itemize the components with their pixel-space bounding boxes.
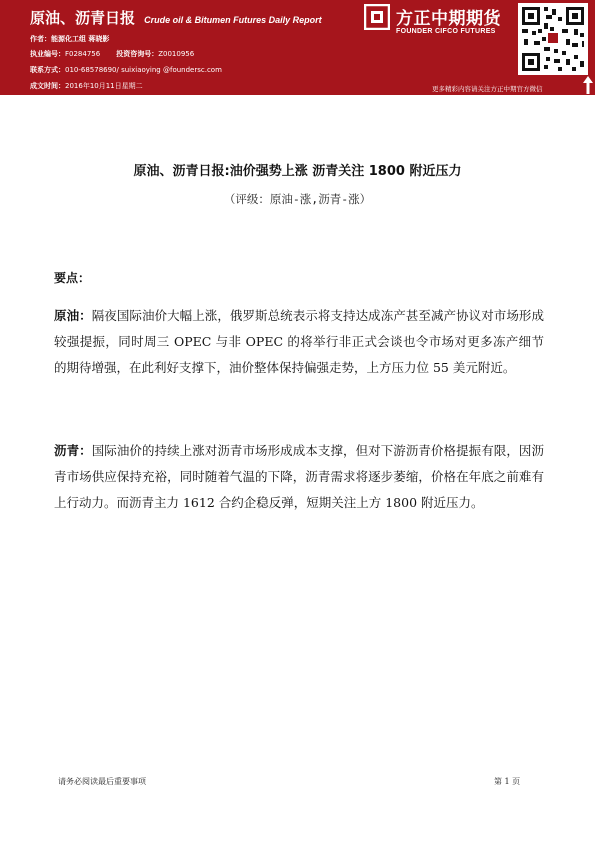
bitumen-paragraph	[54, 438, 544, 516]
header-title	[30, 7, 322, 28]
date-value: 2016年10月11日星期二	[65, 82, 143, 90]
summary-heading: 要点：	[54, 271, 91, 285]
advisor-value: Z0010956	[158, 50, 195, 58]
advisor-label: 投资咨询号：	[116, 50, 159, 58]
crude-text: 隔夜国际油价大幅上涨，俄罗斯总统表示将支持达成冻产甚至减产协议对市场形成较强提振，同时周三 OPEC 与非 OPEC 的将举行非正式会谈也令市场对更多冻产细节的期待增强，在此利好支撑下，油价整体保持偏强走势，上方压力位 55 美元附近。	[54, 308, 544, 375]
date-label: 成文时间：	[30, 82, 65, 90]
contact-line	[30, 65, 222, 75]
license-value: F0284756	[65, 50, 101, 58]
license-line	[30, 49, 194, 59]
footer-page-number: 第 1 页	[494, 777, 521, 786]
header-title-en: Crude oil & Bitumen Futures Daily Report	[144, 15, 322, 25]
header-title-cn: 原油、沥青日报	[30, 9, 136, 27]
author-line	[30, 34, 109, 44]
report-rating: （评级：原油-涨,沥青-涨）	[223, 192, 372, 206]
author-value: 能源化工组 蒋晓影	[51, 35, 110, 43]
arrow-up-icon	[583, 76, 593, 94]
company-logo	[364, 4, 514, 44]
founder-logo-icon	[364, 4, 390, 30]
report-title: 原油、沥青日报:油价强势上涨 沥青关注 1800 附近压力	[133, 164, 462, 179]
report-header	[0, 0, 595, 95]
date-line	[30, 81, 143, 91]
logo-en-text: FOUNDER CIFCO FUTURES	[396, 28, 496, 35]
crude-paragraph	[54, 303, 544, 381]
license-label: 执业编号：	[30, 50, 65, 58]
wechat-note: 更多精彩内容请关注方正中期官方微信	[432, 85, 543, 93]
crude-label: 原油：	[54, 308, 92, 323]
footer-disclaimer: 请务必阅读最后重要事项	[58, 777, 146, 786]
qr-code-icon	[518, 3, 588, 75]
bitumen-label: 沥青：	[54, 443, 92, 458]
bitumen-text: 国际油价的持续上涨对沥青市场形成成本支撑，但对下游沥青价格提振有限，因沥青市场供应保持充裕，同时随着气温的下降，沥青需求将逐步萎缩，价格在年底之前难有上行动力。而沥青主力 1612 合约企稳反弹，短期关注上方 1800 附近压力。	[54, 443, 544, 510]
contact-label: 联系方式：	[30, 66, 65, 74]
logo-cn-text: 方正中期期货	[396, 9, 501, 29]
contact-value: 010-68578690/ suixiaoying @foundersc.com	[65, 66, 222, 74]
author-label: 作者：	[30, 35, 51, 43]
